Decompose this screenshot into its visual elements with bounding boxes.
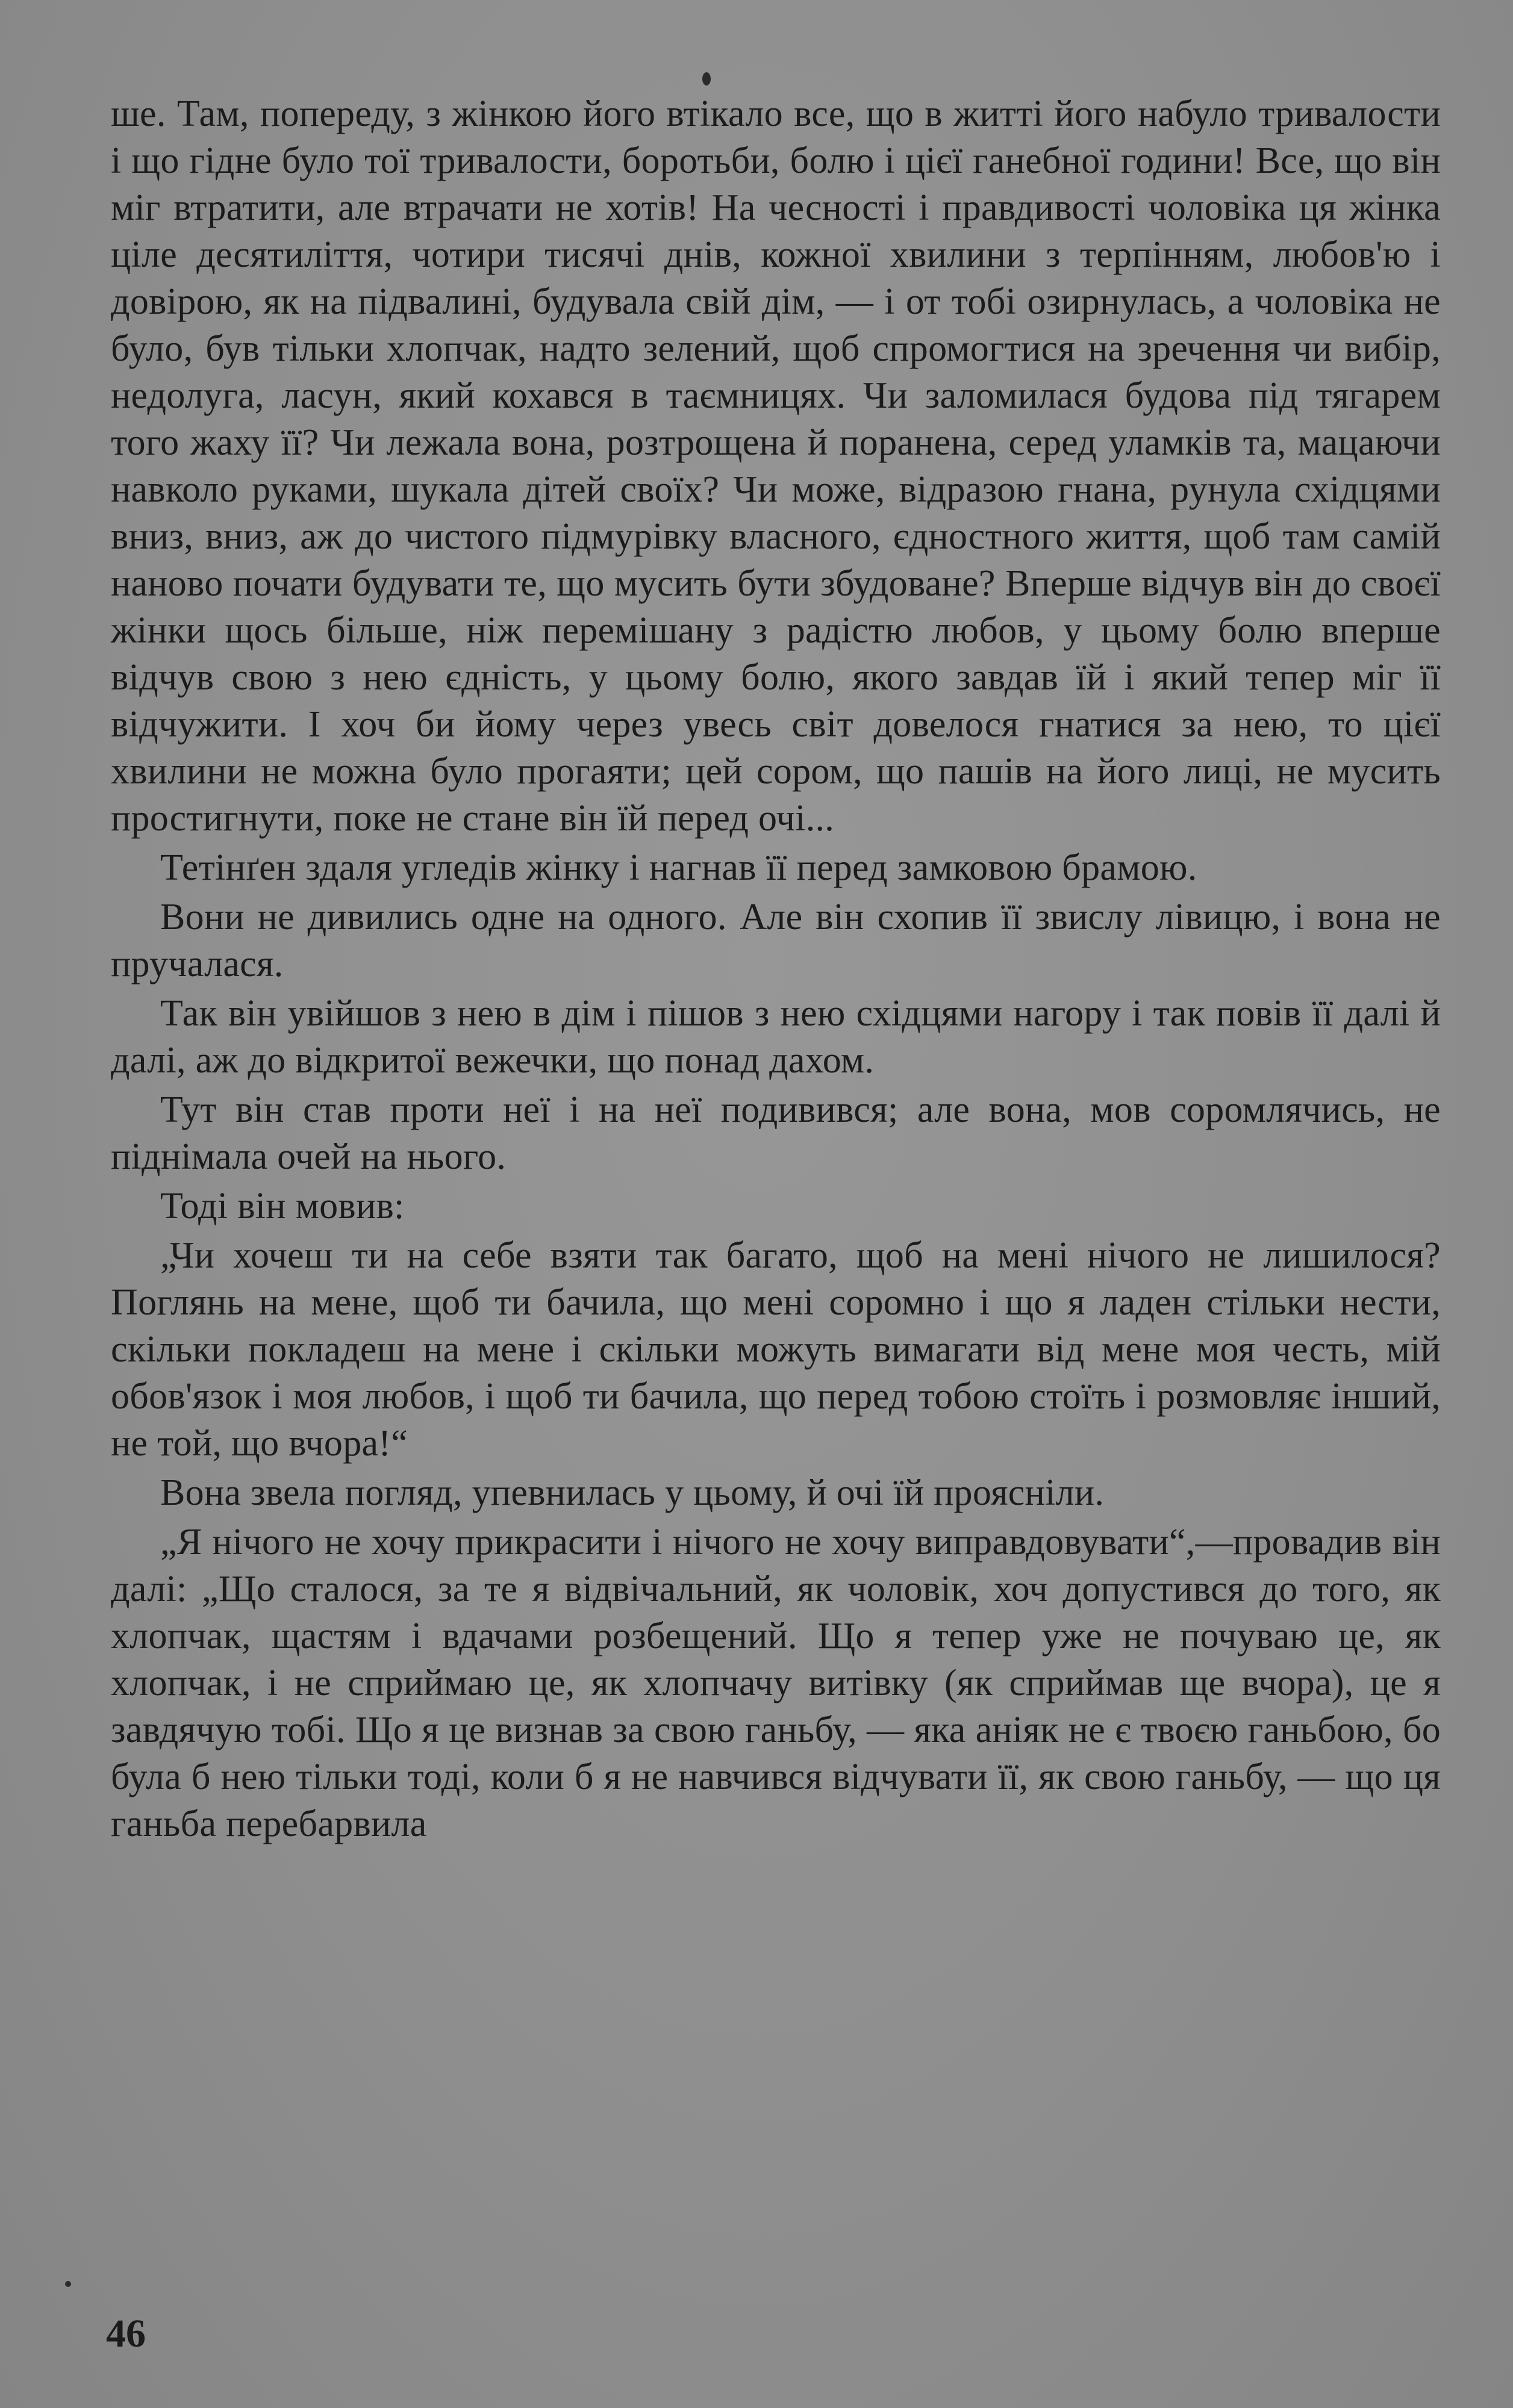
paragraph-8: Вона звела погляд, упевнилась у цьому, й очі їй проясніли.	[160, 1472, 1105, 1513]
page-number: 46	[106, 2312, 146, 2356]
paragraph-5: Тут він став проти неї і на неї подивився; але вона, мов соромлячись, не піднімала очей на нього.	[111, 1089, 1441, 1177]
ink-speck	[702, 72, 711, 86]
paragraph-3: Вони не дивились одне на одного. Але він схопив її звислу лівицю, і вона не пручалася.	[111, 897, 1441, 985]
paragraph-9: „Я нічого не хочу прикрасити і нічого не хочу виправдовувати“,—провадив він далі: „Що сталося, за те я відвічальний, як чоловік, хоч допустився до того, як хлопчак, щастям і вдачами розбещений. Що я тепер уже не почуваю це, як хлопчак, і не сприймаю це, як хлопчачу витівку (як сприймав ще вчора), це я завдячую тобі. Що я це визнав за свою ганьбу, — яка аніяк не є твоєю ганьбою, бо була б нею тільки тоді, коли б я не навчився відчувати її, як свою ганьбу, — що ця ганьба перебарвила	[111, 1522, 1441, 1844]
paragraph-6: Тоді він мовив:	[160, 1186, 405, 1227]
paragraph-7: „Чи хочеш ти на себе взяти так багато, щоб на мені нічого не лишилося? Поглянь на мене, щоб ти бачила, що мені соромно і що я ладен стільки нести, скільки покладеш на мене і скільки можуть вимагати від мене моя честь, мій обов'язок і моя любов, і щоб ти бачила, що перед тобою стоїть і розмовляє інший, не той, що вчора!“	[111, 1235, 1441, 1464]
paragraph-1: ше. Там, попереду, з жінкою його втікало все, що в житті його набуло тривалости і що гідне було тої тривалости, боротьби, болю і цієї ганебної години! Все, що він міг втратити, але втрачати не хотів! На чесності і правдивості чоловіка ця жінка ціле десятиліття, чотири тисячі днів, кожної хвилини з терпінням, любов'ю і довірою, як на підвалині, будувала свій дім, — і от тобі озирнулась, а чоловіка не було, був тільки хлопчак, надто зелений, щоб спромогтися на зречення чи вибір, недолуга, ласун, який кохався в таємницях. Чи заломилася будова під тягарем того жаху її? Чи лежала вона, розтрощена й поранена, серед уламків та, мацаючи навколо руками, шукала дітей своїх? Чи може, відразою гнана, рунула східцями вниз, вниз, аж до чистого підмурівку власного, єдностного життя, щоб там самій наново почати будувати те, що мусить бути збудоване? Вперше відчув він до своєї жінки щось більше, ніж перемішану з радістю любов, у цьому болю вперше відчув свою з нею єдність, у цьому болю, якого завдав їй і який тепер міг її відчужити. І хоч би йому через увесь світ довелося гнатися за нею, то цієї хвилини не можна було прогаяти; цей сором, що пашів на його лиці, не мусить простигнути, поке не стане він їй перед очі...	[111, 93, 1441, 839]
ink-speck	[65, 2281, 71, 2287]
body-text	[111, 90, 1441, 1847]
paragraph-2: Тетінґен здаля угледів жінку і нагнав її перед замковою брамою.	[160, 847, 1197, 888]
paragraph-4: Так він увійшов з нею в дім і пішов з нею східцями нагору і так повів її далі й далі, аж до відкритої вежечки, що понад дахом.	[111, 993, 1441, 1081]
